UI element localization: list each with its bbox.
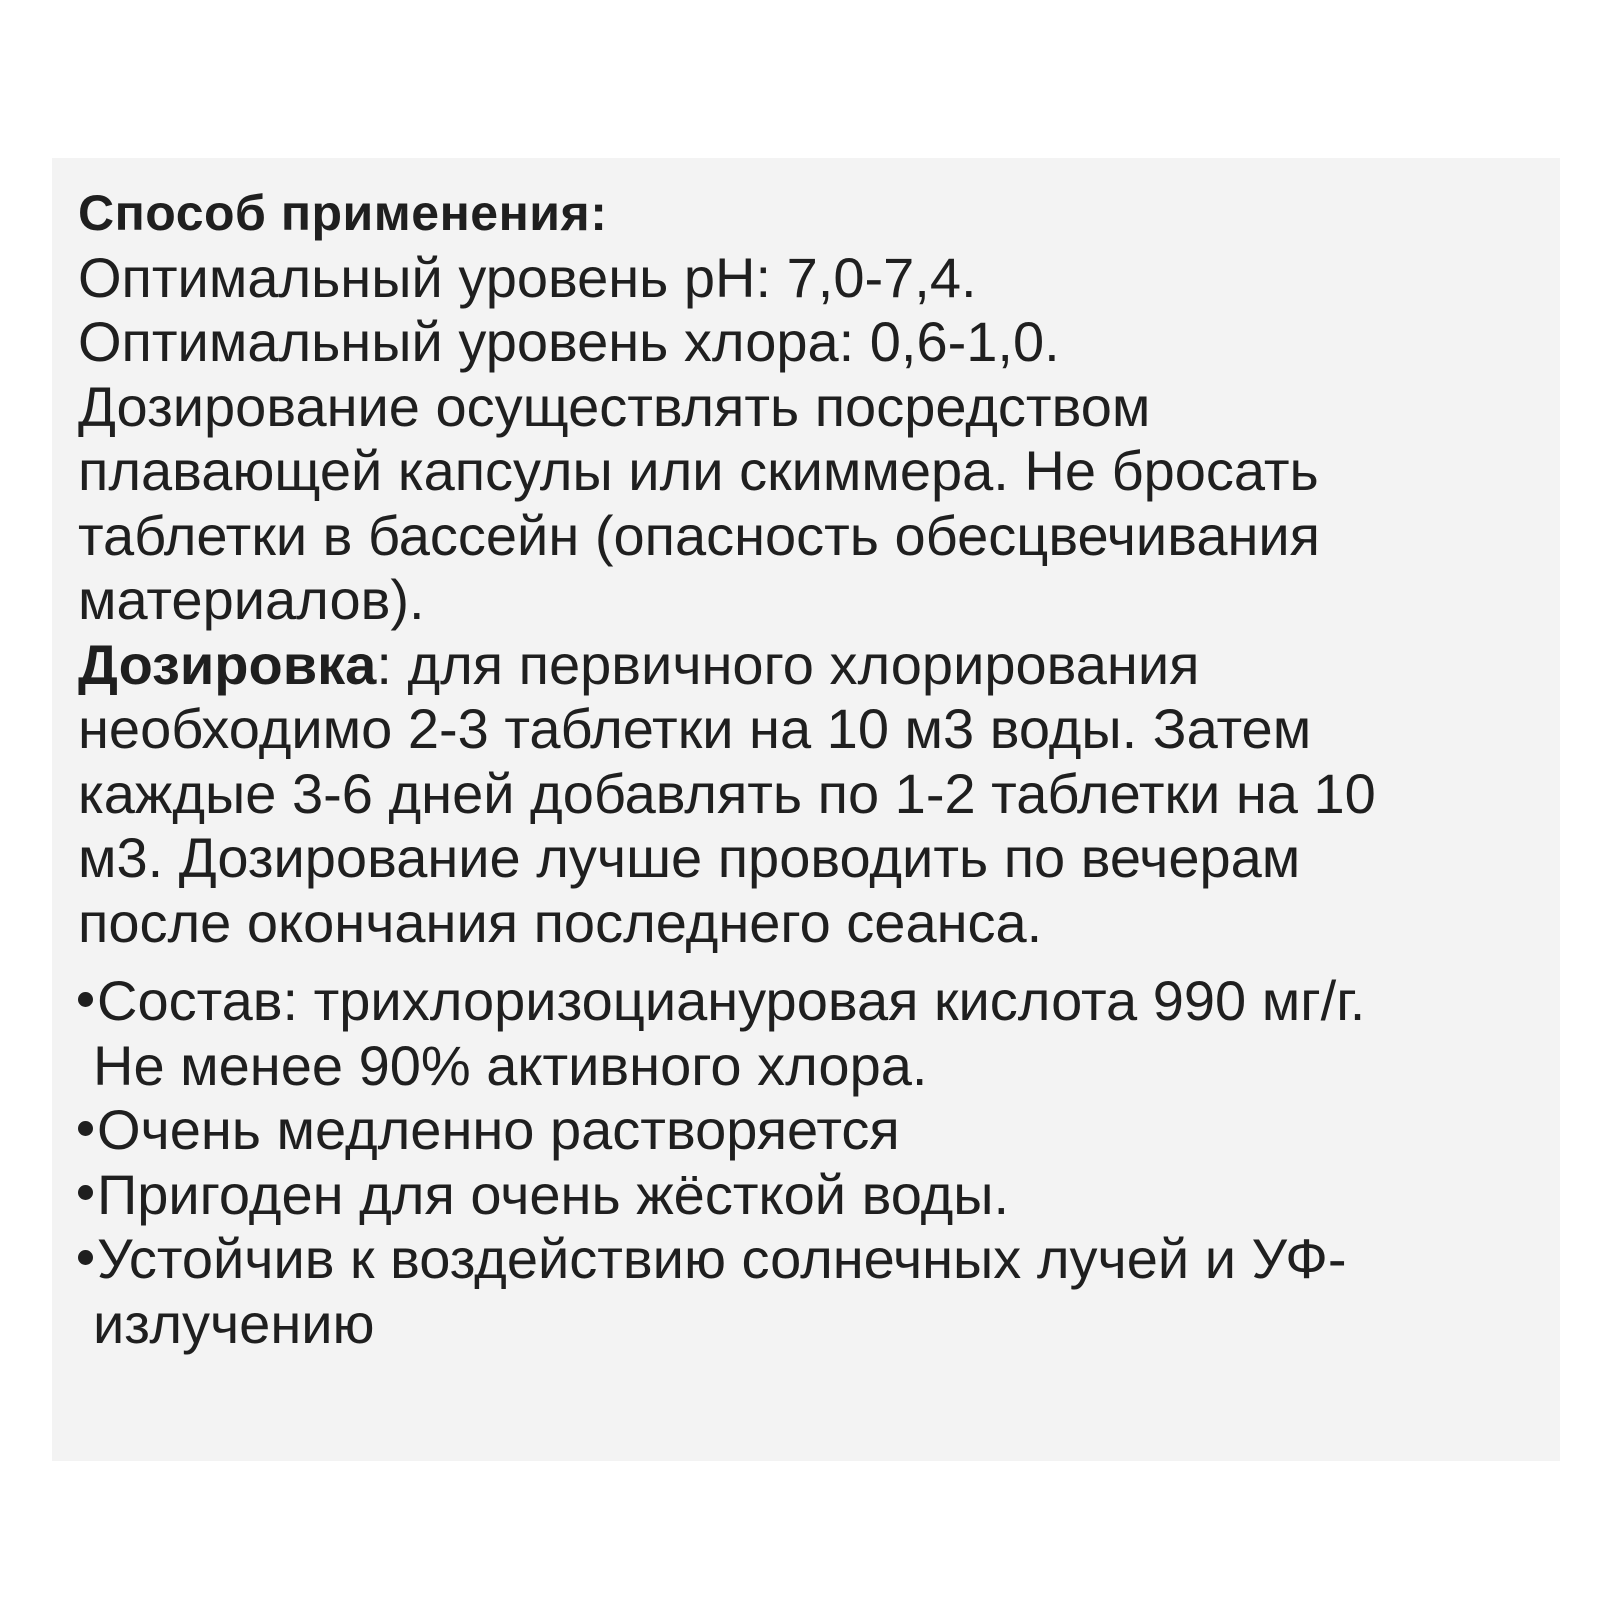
- feature-dissolves-slowly: [78, 1098, 1560, 1163]
- dosage-first-line-text: : для первичного хлорирования: [376, 632, 1200, 696]
- bullet-icon: [78, 1185, 93, 1200]
- usage-line-ph: Оптимальный уровень pH: 7,0-7,4.: [78, 245, 977, 309]
- feature-dissolves-slowly-text: Очень медленно растворяется: [97, 1098, 900, 1161]
- dosage-line-2: необходимо 2-3 таблетки на 10 м3 воды. Затем: [78, 697, 1312, 760]
- feature-composition-line-2: Не менее 90% активного хлора.: [93, 1033, 928, 1097]
- bullet-icon: [78, 1250, 93, 1265]
- dosage-first-line: [78, 633, 1560, 698]
- bullet-icon: [78, 992, 93, 1007]
- usage-heading: Способ применения:: [78, 185, 608, 241]
- dosage-line-5: после окончания последнего сеанса.: [78, 890, 1043, 954]
- product-label-panel: [52, 158, 1560, 1461]
- usage-line-3: Дозирование осуществлять посредством: [78, 374, 1151, 438]
- feature-uv-resistant-line-2: излучению: [93, 1291, 375, 1355]
- usage-line-4: плавающей капсулы или скиммера. Не бросать: [78, 439, 1319, 502]
- feature-uv-resistant: [78, 1227, 1560, 1292]
- dosage-label: Дозировка: [78, 632, 377, 696]
- dosage-line-3: каждые 3-6 дней добавлять по 1-2 таблетки на 10: [78, 761, 1376, 825]
- usage-line-6: материалов).: [78, 568, 425, 631]
- feature-uv-resistant-line-1: Устойчив к воздействию солнечных лучей и УФ-: [97, 1227, 1347, 1290]
- usage-line-chlorine: Оптимальный уровень хлора: 0,6-1,0.: [78, 310, 1060, 373]
- feature-composition: [78, 969, 1560, 1034]
- feature-composition-line-1: Состав: трихлоризоциануровая кислота 990 мг/г.: [97, 969, 1366, 1032]
- bullet-icon: [78, 1121, 93, 1136]
- section-gap: [78, 955, 1560, 969]
- usage-line-5: таблетки в бассейн (опасность обесцвечивания: [78, 503, 1321, 567]
- dosage-line-4: м3. Дозирование лучше проводить по вечерам: [78, 826, 1301, 889]
- feature-hard-water: [78, 1163, 1560, 1228]
- feature-hard-water-text: Пригоден для очень жёсткой воды.: [97, 1162, 1010, 1226]
